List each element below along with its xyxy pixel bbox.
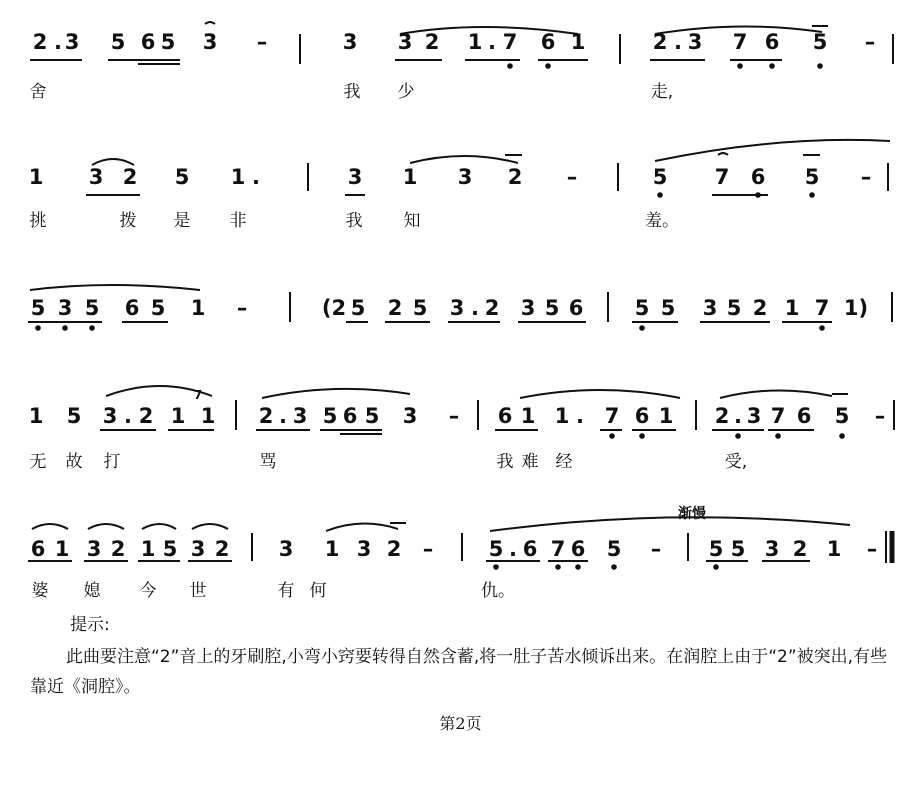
note: 2: [386, 537, 402, 561]
lyric: 骂: [259, 452, 277, 472]
note: –: [256, 30, 268, 54]
note: 5: [660, 296, 676, 320]
notation-marks: [0, 296, 921, 396]
lyric: 我: [345, 211, 363, 231]
note: 5: [66, 404, 82, 428]
note: 3: [402, 404, 418, 428]
score-system-1: [0, 30, 921, 130]
note: 3: [342, 30, 358, 54]
note: 3: [86, 537, 102, 561]
lyric: 经: [555, 452, 573, 472]
note: 3: [457, 165, 473, 189]
note: 1: [570, 30, 586, 54]
lyric: 无: [29, 452, 47, 472]
lyric: 舍: [29, 82, 47, 102]
note: 2: [507, 165, 523, 189]
lyric: 故: [65, 452, 83, 472]
note: 2: [214, 537, 230, 561]
note: 3: [746, 404, 762, 428]
lyric: 仇。: [481, 581, 515, 601]
note: 2: [752, 296, 768, 320]
lyric: 世: [189, 581, 207, 601]
note: 6: [764, 30, 780, 54]
note: (2: [321, 296, 347, 320]
note: 5: [84, 296, 100, 320]
lyric: 知: [403, 211, 421, 231]
page-number: 第2页: [439, 714, 482, 733]
note: 5: [412, 296, 428, 320]
note: .: [471, 296, 479, 320]
note: 7: [770, 404, 786, 428]
note: 2: [714, 404, 730, 428]
note: 3: [397, 30, 413, 54]
lyric: 少: [397, 82, 415, 102]
note: 3: [57, 296, 73, 320]
note: 3: [278, 537, 294, 561]
note: 2: [424, 30, 440, 54]
lyric: 我: [496, 452, 514, 472]
note: 2: [122, 165, 138, 189]
note: .: [734, 404, 742, 428]
note: .: [509, 537, 517, 561]
note: 7: [714, 165, 730, 189]
note: 7: [604, 404, 620, 428]
note: 7: [814, 296, 830, 320]
note: 5: [652, 165, 668, 189]
note: 1: [140, 537, 156, 561]
note: 3: [64, 30, 80, 54]
score-system-4: [0, 388, 921, 504]
lyric: 有: [277, 581, 295, 601]
hint-label: 提示:: [70, 615, 110, 635]
note: 2: [387, 296, 403, 320]
note: 1: [402, 165, 418, 189]
note: 7: [732, 30, 748, 54]
notation-marks: [0, 537, 921, 637]
lyric: 走,: [650, 82, 674, 102]
lyric: 挑: [29, 211, 47, 231]
note: 5: [162, 537, 178, 561]
note: .: [54, 30, 62, 54]
lyric: 媳: [83, 581, 101, 601]
notation-marks: [0, 30, 921, 130]
note: 6: [124, 296, 140, 320]
note: –: [422, 537, 434, 561]
lyric: 是: [173, 211, 191, 231]
note: 6: [497, 404, 513, 428]
note: 6: [568, 296, 584, 320]
note: 5: [730, 537, 746, 561]
note: 6: [522, 537, 538, 561]
note: 5: [150, 296, 166, 320]
note: 6: [30, 537, 46, 561]
note: .: [124, 404, 132, 428]
note: 6: [750, 165, 766, 189]
lyric: 受,: [724, 452, 748, 472]
note: 3: [102, 404, 118, 428]
note: 7: [502, 30, 518, 54]
note: 7: [550, 537, 566, 561]
note: –: [864, 30, 876, 54]
note: 1): [843, 296, 869, 320]
note: 5: [726, 296, 742, 320]
note: 6: [140, 30, 156, 54]
note: 6: [570, 537, 586, 561]
note: 6: [540, 30, 556, 54]
note: 3: [356, 537, 372, 561]
note: 1: [554, 404, 570, 428]
lyric: 打: [103, 452, 121, 472]
note: 5: [488, 537, 504, 561]
lyric: 非: [229, 211, 247, 231]
note: 1: [658, 404, 674, 428]
note: 1: [230, 165, 246, 189]
note: 5: [812, 30, 828, 54]
note: –: [866, 537, 878, 561]
note: 3: [88, 165, 104, 189]
note: 3: [520, 296, 536, 320]
score-system-3: [0, 296, 921, 396]
note: 3: [202, 30, 218, 54]
note: 5: [804, 165, 820, 189]
note: –: [874, 404, 886, 428]
notation-marks: [0, 404, 921, 504]
note: 2: [652, 30, 668, 54]
note: –: [650, 537, 662, 561]
note: 1: [190, 296, 206, 320]
note: .: [279, 404, 287, 428]
note: 5: [160, 30, 176, 54]
tempo-marking: 渐慢: [678, 506, 706, 522]
note: 1: [826, 537, 842, 561]
note: 5: [708, 537, 724, 561]
note: 2: [484, 296, 500, 320]
note: 5: [350, 296, 366, 320]
note: 1: [170, 404, 186, 428]
note: 2: [138, 404, 154, 428]
score-system-2: [0, 165, 921, 265]
note: 5: [634, 296, 650, 320]
lyric: 婆: [31, 581, 49, 601]
note: 5: [544, 296, 560, 320]
note: 2: [792, 537, 808, 561]
note: 1: [28, 165, 44, 189]
note: 5: [364, 404, 380, 428]
note: 5: [30, 296, 46, 320]
note: 1: [467, 30, 483, 54]
note: 3: [292, 404, 308, 428]
note: 3: [190, 537, 206, 561]
lyric: 拨: [119, 211, 137, 231]
note: 3: [702, 296, 718, 320]
note: 3: [449, 296, 465, 320]
grace-note: 7: [193, 388, 203, 402]
note: 5: [174, 165, 190, 189]
note: –: [448, 404, 460, 428]
note: 3: [347, 165, 363, 189]
notation-marks: [0, 165, 921, 265]
note: –: [236, 296, 248, 320]
lyric: 何: [309, 581, 327, 601]
lyric: 难: [521, 452, 539, 472]
note: 3: [687, 30, 703, 54]
note: 1: [54, 537, 70, 561]
note: .: [488, 30, 496, 54]
lyric: 今: [139, 581, 157, 601]
note: 2: [258, 404, 274, 428]
note: 1: [28, 404, 44, 428]
note: 6: [796, 404, 812, 428]
lyric: 我: [343, 82, 361, 102]
note: 5: [110, 30, 126, 54]
note: –: [860, 165, 872, 189]
note: .: [576, 404, 584, 428]
note: 6: [342, 404, 358, 428]
note: .: [674, 30, 682, 54]
note: 1: [200, 404, 216, 428]
note: .: [252, 165, 260, 189]
lyric: 羞。: [645, 211, 679, 231]
score-system-5: [0, 506, 921, 637]
note: 5: [834, 404, 850, 428]
note: 3: [764, 537, 780, 561]
note: –: [566, 165, 578, 189]
note: 1: [324, 537, 340, 561]
note: 5: [606, 537, 622, 561]
note: 2: [32, 30, 48, 54]
note: 2: [110, 537, 126, 561]
note: 6: [634, 404, 650, 428]
hint-paragraph: 此曲要注意“2”音上的牙刷腔,小弯小窍要转得自然含蓄,将一肚子苦水倾诉出来。在润腔上由于“2”被突出,有些靠近《洞腔》。: [30, 647, 888, 697]
note: 5: [322, 404, 338, 428]
note: 1: [520, 404, 536, 428]
note: 1: [784, 296, 800, 320]
